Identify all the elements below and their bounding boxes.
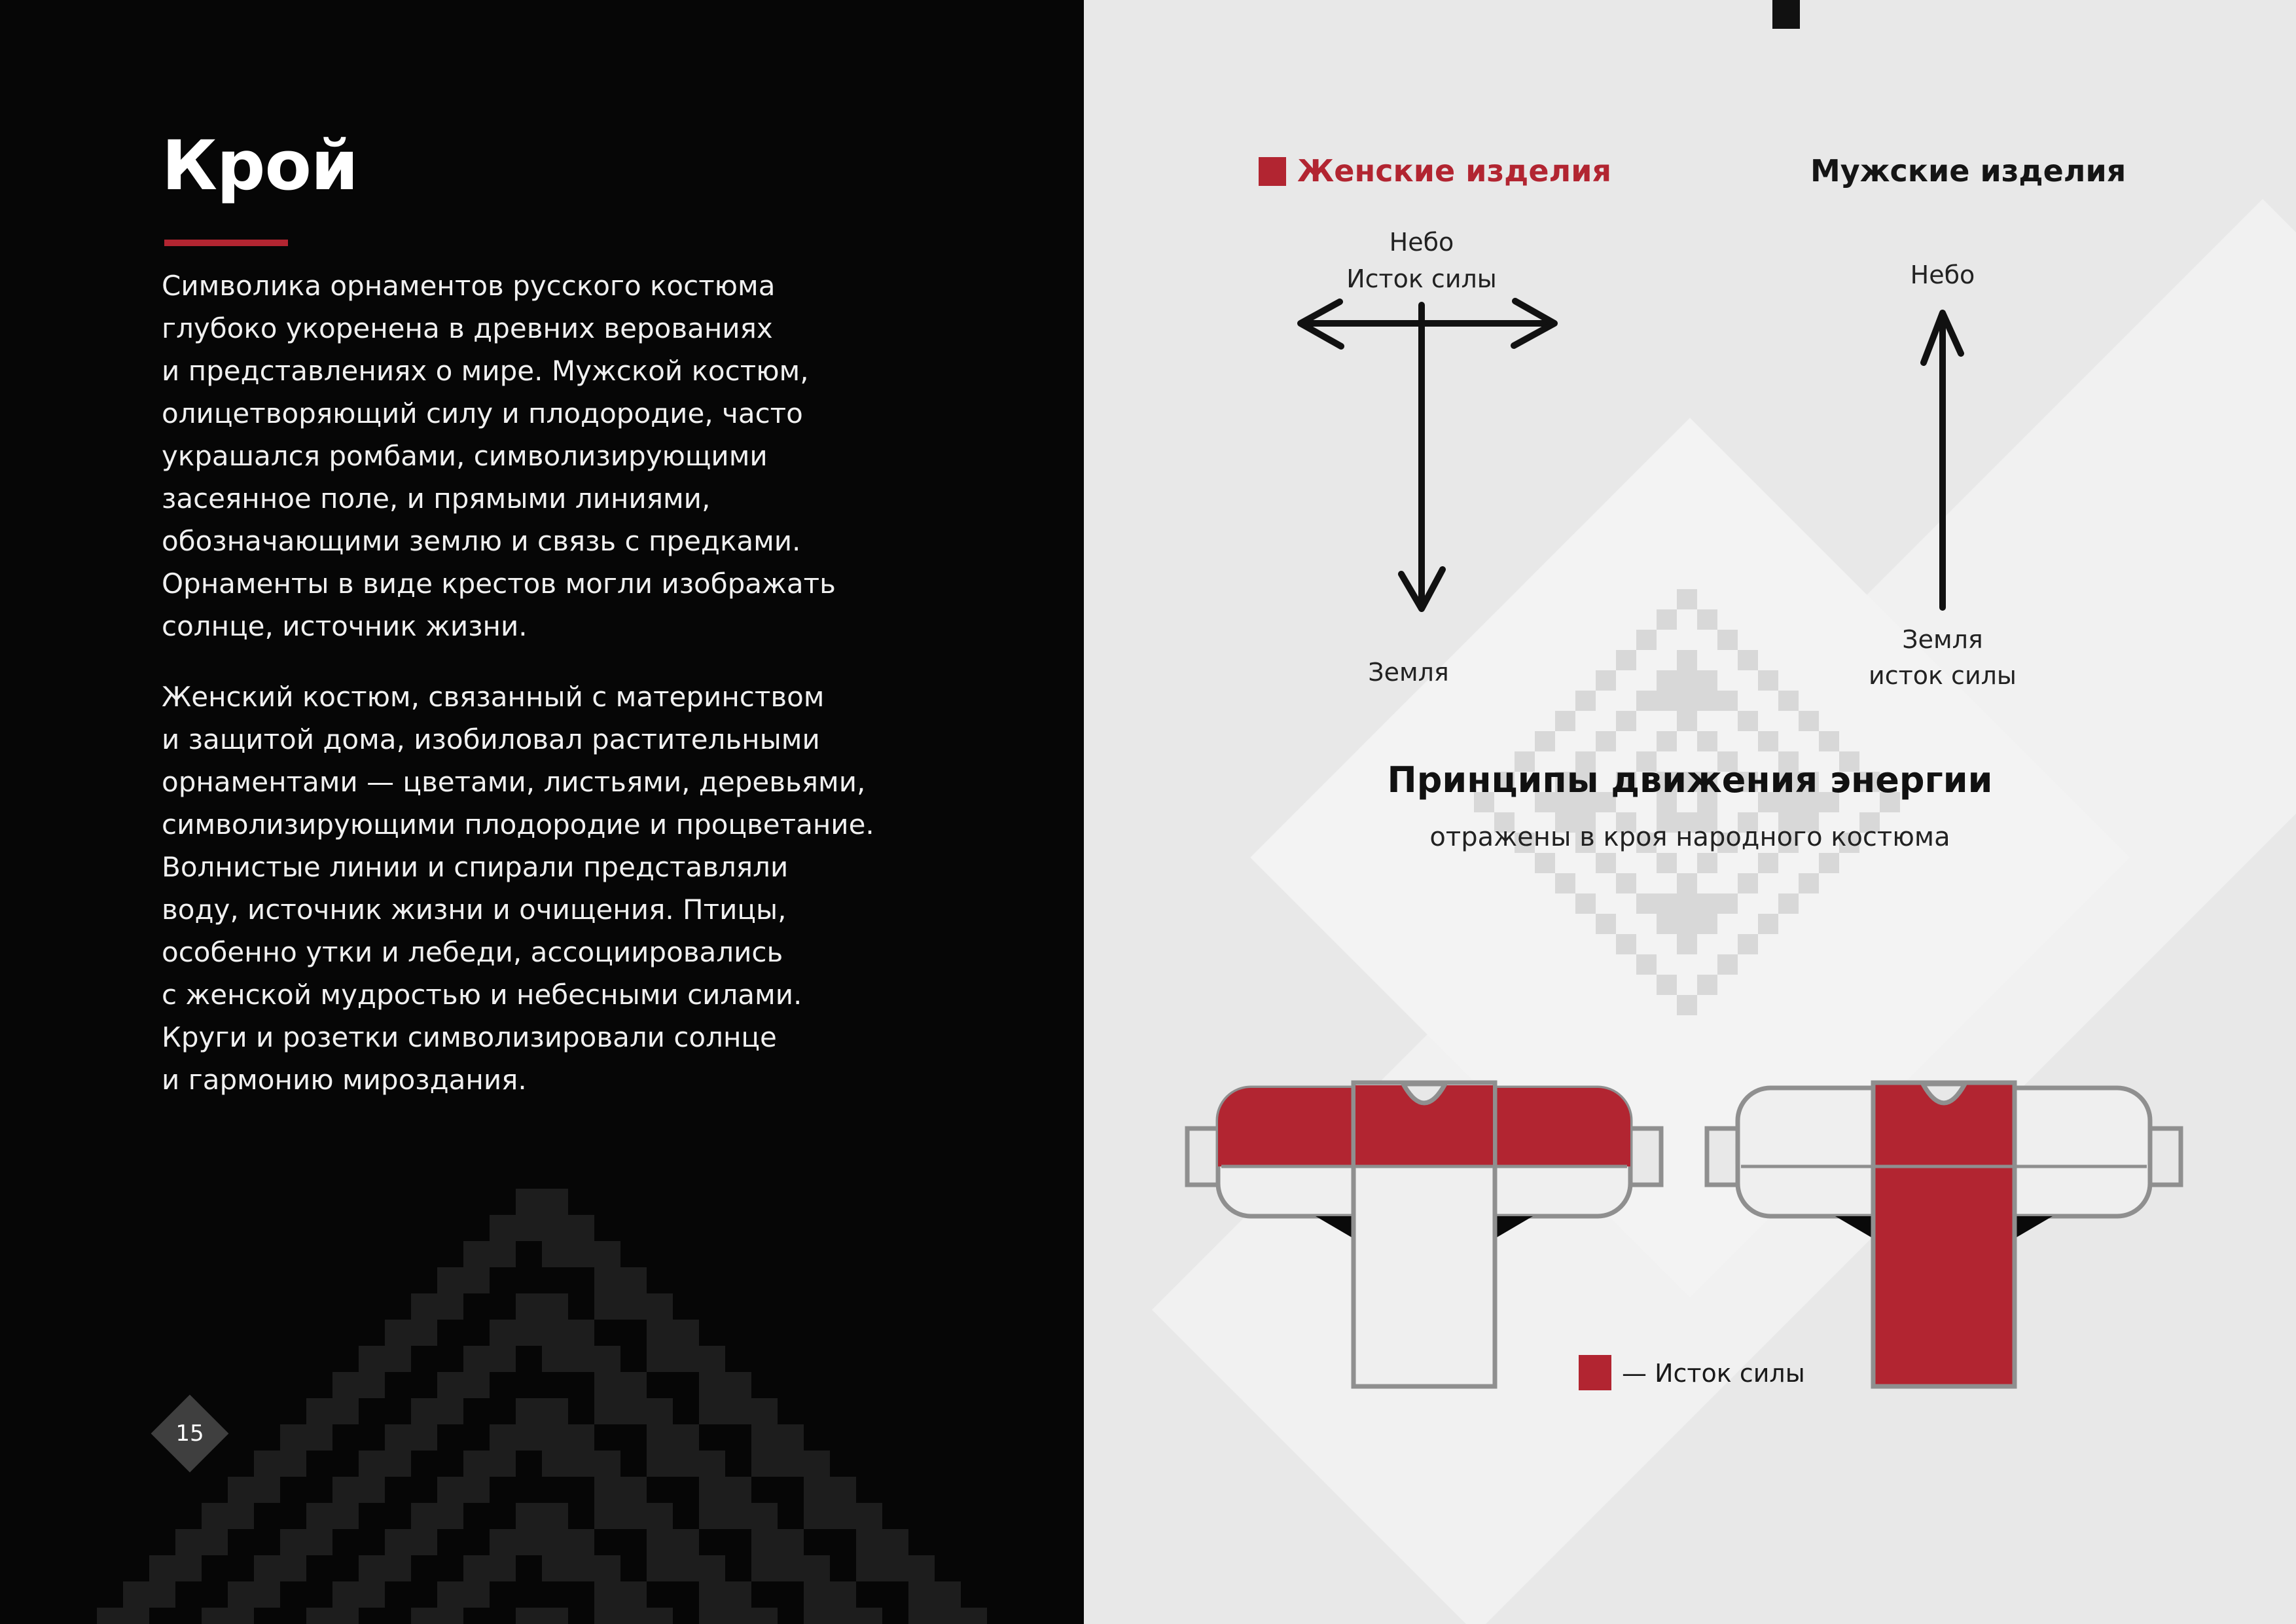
source-of-power-swatch-icon — [1579, 1355, 1611, 1390]
men-earth-label: Земля — [1902, 625, 1983, 654]
text-line: Женский костюм, связанный с материнством — [162, 681, 825, 713]
men-shirt-cut-diagram — [1702, 1074, 2186, 1401]
text-line: засеянное поле, и прямыми линиями, — [162, 482, 711, 514]
page-number: 15 — [175, 1420, 204, 1447]
men-sky-label: Небо — [1910, 261, 1975, 289]
text-line: солнце, источник жизни. — [162, 610, 528, 642]
source-of-power-label: — Исток силы — [1622, 1359, 1805, 1388]
women-shirt-cut-diagram — [1182, 1074, 1666, 1401]
text-line: украшался ромбами, символизирующими — [162, 440, 768, 472]
page-number-badge — [151, 1395, 229, 1473]
text-line: обозначающими землю и связь с предками. — [162, 525, 801, 557]
left-page — [0, 0, 1084, 1624]
text-line: олицетворяющий силу и плодородие, часто — [162, 397, 803, 429]
infographic-subtitle: отражены в кроя народного костюма — [1429, 822, 1950, 852]
right-page — [1084, 0, 2296, 1624]
text-line: символизирующими плодородие и процветание. — [162, 808, 874, 840]
text-line: орнаментами — цветами, листьями, деревьями, — [162, 766, 866, 798]
text-line: Волнистые линии и спирали представляли — [162, 851, 789, 883]
text-line: Круги и розетки символизировали солнце — [162, 1021, 777, 1053]
body-paragraph — [162, 676, 914, 1101]
men-legend-label: Мужские изделия — [1810, 153, 2126, 189]
text-line: Символика орнаментов русского костюма — [162, 270, 776, 302]
ornament-pattern-light-icon — [1474, 589, 1906, 1021]
women-legend-label: Женские изделия — [1297, 153, 1611, 189]
men-energy-arrow-icon — [1877, 295, 2008, 622]
infographic-title: Принципы движения энергии — [1387, 759, 1993, 801]
women-earth-label: Земля — [1368, 658, 1449, 687]
women-legend-swatch-icon — [1259, 157, 1286, 186]
men-source-label: исток силы — [1869, 661, 2017, 690]
women-sky-label: Небо — [1389, 228, 1454, 257]
page-title: Крой — [162, 126, 358, 206]
text-line: и защитой дома, изобиловал растительными — [162, 723, 820, 755]
title-underline — [164, 240, 288, 246]
text-line: особенно утки и лебеди, ассоциировались — [162, 936, 783, 968]
men-legend-swatch-icon — [1772, 0, 1800, 29]
women-source-label: Исток силы — [1346, 264, 1497, 293]
text-line: с женской мудростью и небесными силами. — [162, 979, 802, 1011]
text-line: и представлениях о мире. Мужской костюм, — [162, 355, 809, 387]
text-line: Орнаменты в виде крестов могли изображать — [162, 568, 836, 600]
body-paragraph — [162, 264, 914, 647]
text-line: глубоко укоренена в древних верованиях — [162, 312, 773, 344]
women-energy-arrows-icon — [1280, 296, 1574, 649]
text-line: воду, источник жизни и очищения. Птицы, — [162, 893, 787, 926]
text-line: и гармонию мироздания. — [162, 1064, 527, 1096]
